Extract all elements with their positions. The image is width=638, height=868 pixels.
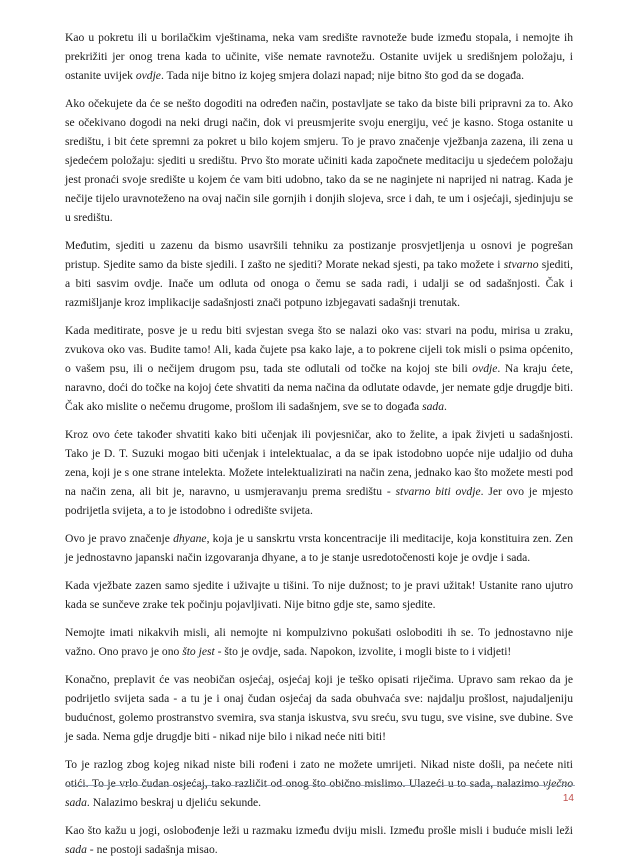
text-run: Konačno, preplavit će vas neobičan osjećaj, osjećaj koji je teško opisati riječima. Upravo sam rekao da je podrijetlo svijeta sada - a tu je i onaj čudan osjećaj da sada obuhvaća sve: najdalju prošlost, najudaljeniju budućnost, golemo prostranstvo svemira, sva stanja iskustva, svu sreću, svu tugu, sve visine, sve dubine. Sve je sada. Nema gdje drugdje biti - nikad nije bilo i nikad neće niti biti! (65, 673, 573, 743)
text-run: Kroz ovo ćete također shvatiti kako biti učenjak ili povjesničar, ako to želite, a ipak živjeti u sadašnjosti. Tako je D. T. Suzuki mogao biti učenjak i intelektualac, a da se ipak istodobno uopće nije udaljio od duha zena, koji je s one strane intelekta. Možete intelektualizirati na način zena, jednako kao što možete mesti pod na način zena, ali bit je, naravno, u usmjeravanju prema središtu - (65, 428, 573, 498)
paragraph (65, 28, 573, 85)
text-run: sjediti, a biti sasvim ovdje. Inače um odluta od onoga o čemu se sada radi, i udalji se od sadašnjosti. Čak i razmišljanje kroz implikacije sadašnjosti znači potpuno izbjegavati sadašnji trenutak. (65, 258, 573, 309)
text-run: . Na kraju ćete, naravno, doći do točke na kojoj ćete shvatiti da nema načina da odlutate odavde, jer nemate gdje drugdje biti. Čak ako mislite o nečemu drugome, prošlom ili sadašnjem, sve se to događa (65, 362, 574, 413)
body-text (65, 28, 573, 868)
text-run: . Jer ovo je mjesto podrijetla svijeta, a to je istodobno i odredište svijeta. (65, 485, 574, 517)
emphasized-text: ovdje (135, 69, 161, 82)
text-run: . Nalazimo beskraj u djeliću sekunde. (86, 796, 262, 809)
emphasized-text: ovdje (472, 362, 498, 375)
paragraph (65, 236, 573, 312)
paragraph (65, 623, 573, 661)
text-run: Ovo je pravo značenje (65, 532, 174, 545)
emphasized-text: stvarno biti ovdje (395, 485, 481, 498)
emphasized-text: stvarno (503, 258, 539, 271)
emphasized-text: vječno sada (65, 777, 573, 809)
text-run: Kada vježbate zazen samo sjedite i uživajte u tišini. To nije dužnost; to je pravi užitak! Ustanite rano ujutro kada se sunčeve zrake tek počinju pojavljivati. Nije bitno gdje ste, samo sjedite. (65, 579, 573, 611)
text-run: - ne postoji sadašnja misao. (86, 843, 218, 856)
emphasized-text: sada (65, 843, 87, 856)
paragraph (65, 821, 573, 859)
text-run: Kada meditirate, posve je u redu biti svjestan svega što se nalazi oko vas: stvari na podu, mirisa u zraku, zvukova oko vas. Budite tamo! Ali, kada čujete psa kako laje, a to pokrene cijeli tok misli o psima općenito, o vašem psu, ili o nečijem drugom psu, tada ste odlutali od točke na kojoj ste bili (65, 324, 573, 375)
emphasized-text: dhyane (173, 532, 207, 545)
text-run: Međutim, sjediti u zazenu da bismo usavršili tehniku za postizanje prosvjetljenja u osnovi je pogrešan pristup. Sjedite samo da biste sjedili. I zašto ne sjediti? Morate nekad sjesti, pa tako možete i (65, 239, 573, 271)
paragraph (65, 755, 573, 812)
page-number: 14 (562, 793, 574, 804)
paragraph (65, 321, 573, 416)
emphasized-text: sada (422, 400, 444, 413)
text-run: Kao što kažu u jogi, oslobođenje leži u razmaku između dviju misli. Između prošle misli i buduće misli leži (65, 824, 573, 837)
footer-divider (65, 785, 575, 786)
text-run: To je razlog zbog kojeg nikad niste bili rođeni i zato ne možete umrijeti. Nikad niste došli, pa nećete niti otići. To je vrlo čudan osjećaj, tako različit od onog što obično mislimo. Ulazeći u to sada, nalazimo (65, 758, 573, 790)
text-run: - što je ovdje, sada. Napokon, izvolite, i mogli biste to i vidjeti! (214, 645, 512, 658)
text-run: Ako očekujete da će se nešto dogoditi na određen način, postavljate se tako da biste bili pripravni za to. Ako se očekivano dogodi na neki drugi način, dok vi preusmjerite svoju energiju, već je kasno. Stoga ostanite u središtu, i bit ćete spremni za pokret u bilo kojem smjeru. To je pravo značenje vježbanja zazena, ili zena u sjedećem položaju: sjediti u središtu. Prvo što morate učiniti kada započnete meditaciju u sjedećem položaju jest pronaći svoje središte u kojem će vam biti udobno, tako da se ne naginjete ni naprijed ni natrag. Kada je nečije tijelo uravnoteženo na ovaj način sile gornjih i donjih slojeva, srce i dah, te um i osjećaji, sjedinjuju se u središtu. (65, 97, 573, 224)
paragraph (65, 94, 573, 227)
text-run: Kao u pokretu ili u borilačkim vještinama, neka vam središte ravnoteže bude između stopala, i nemojte ih prekrižiti jer onog trena kada to učinite, više nemate ravnotežu. Ostanite uvijek u središnjem položaju, i ostanite uvijek (65, 31, 573, 82)
text-run: . (444, 400, 447, 413)
paragraph (65, 576, 573, 614)
paragraph (65, 529, 573, 567)
text-run: Nemojte imati nikakvih misli, ali nemojte ni kompulzivno pokušati osloboditi ih se. To jednostavno nije važno. Ono pravo je ono (65, 626, 573, 658)
text-run: . Tada nije bitno iz kojeg smjera dolazi napad; nije bitno što god da se događa. (160, 69, 525, 82)
paragraph (65, 670, 573, 746)
paragraph (65, 425, 573, 520)
text-run: , koja je u sanskrtu vrsta koncentracije ili meditacije, koja konstituira zen. Zen je jednostavno japanski način izgovaranja dhyane, a to je stanje usredotočenosti koje je ovdje i sada. (65, 532, 573, 564)
emphasized-text: što jest (182, 645, 215, 658)
